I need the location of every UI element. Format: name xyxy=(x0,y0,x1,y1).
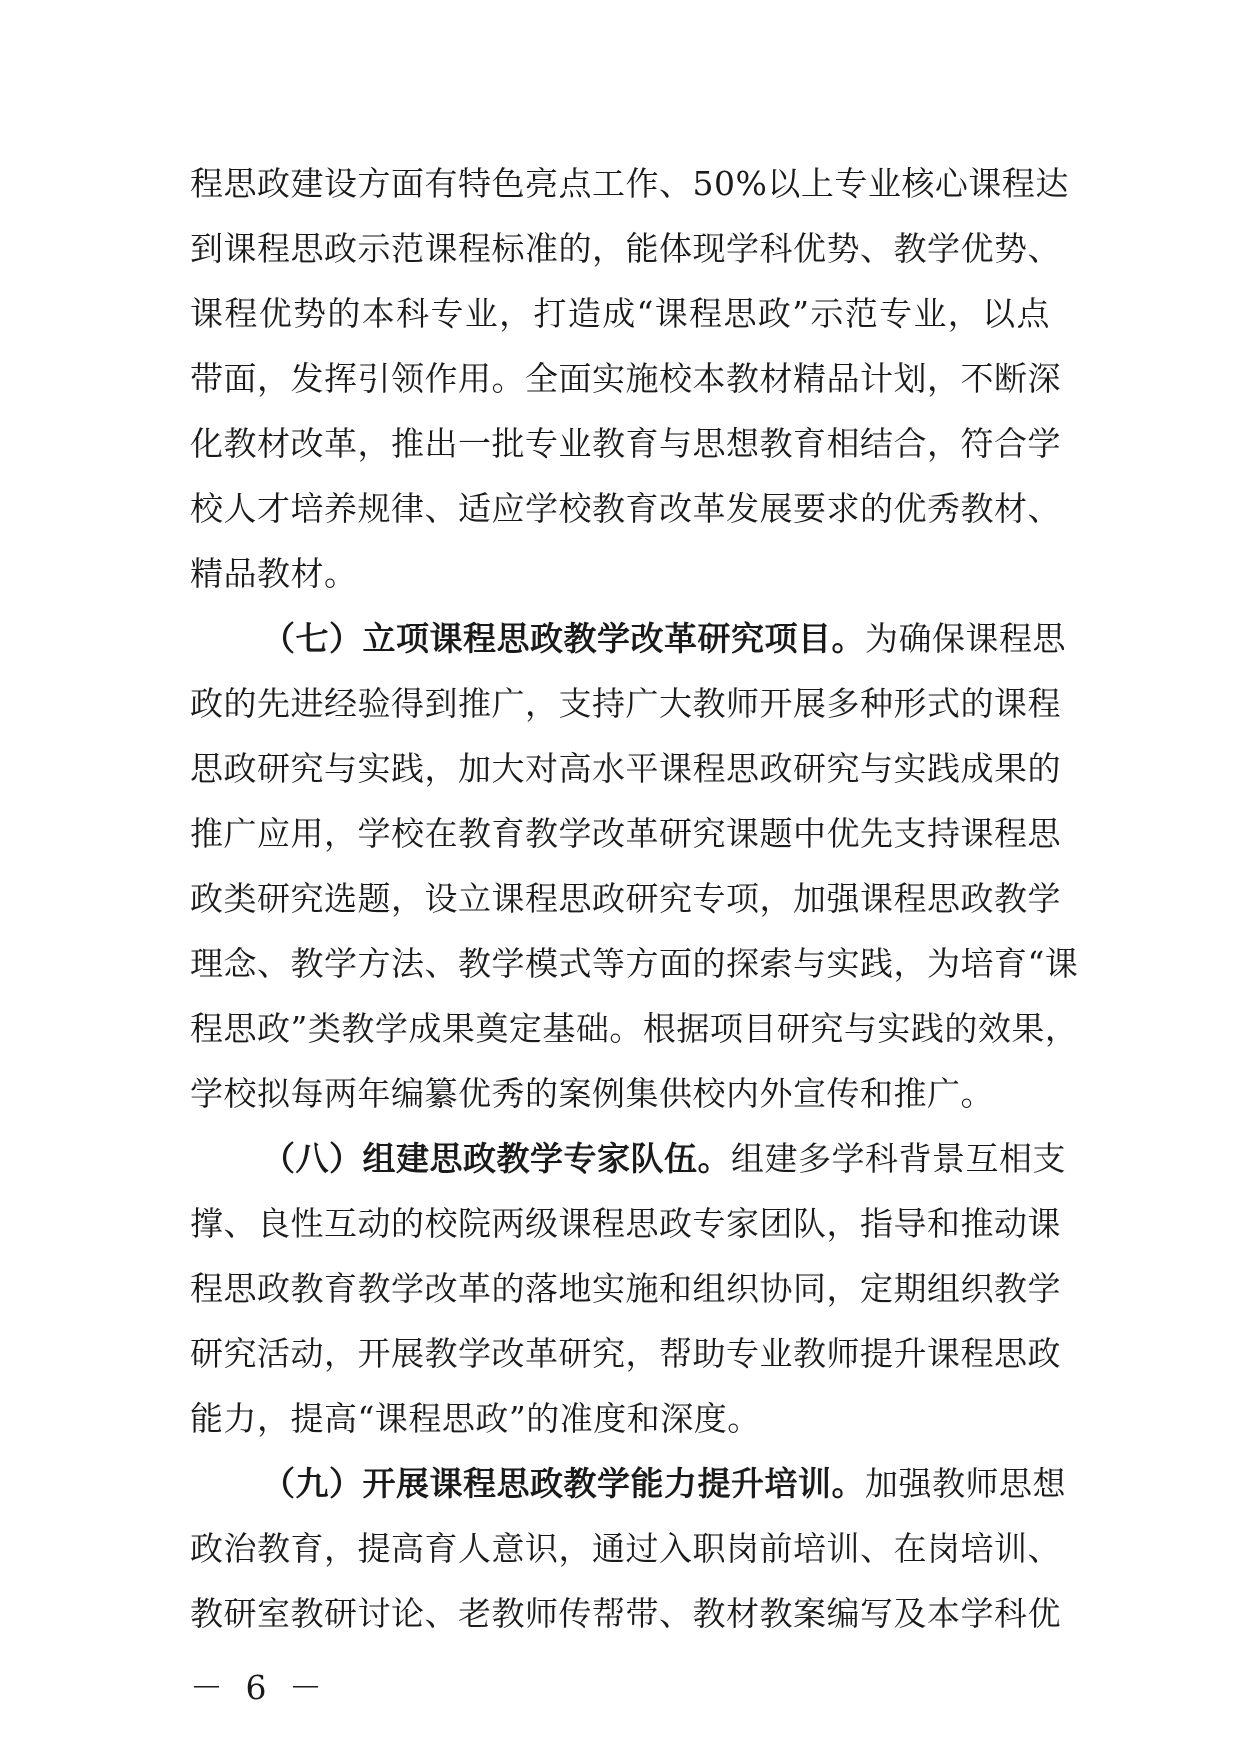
body-text-line: 理念、教学方法、教学模式等方面的探索与实践，为培育“课 xyxy=(190,944,1079,983)
body-text-line: 政的先进经验得到推广，支持广大教师开展多种形式的课程 xyxy=(190,684,1061,723)
body-text-line: 教研室教研讨论、老教师传帮带、教材教案编写及本学科优 xyxy=(190,1594,1061,1633)
body-text-line: 带面，发挥引领作用。全面实施校本教材精品计划，不断深 xyxy=(190,359,1061,398)
body-text-line: 课程优势的本科专业，打造成“课程思政”示范专业，以点 xyxy=(190,294,1050,333)
body-text-line: 程思政”类教学成果奠定基础。根据项目研究与实践的效果， xyxy=(190,1009,1079,1048)
body-text-line: 研究活动，开展教学改革研究，帮助专业教师提升课程思政 xyxy=(190,1334,1061,1373)
section-first-line-text: 为确保课程思 xyxy=(865,619,1066,658)
body-text-line: 校人才培养规律、适应学校教育改革发展要求的优秀教材、 xyxy=(190,489,1061,528)
body-text-line: 推广应用，学校在教育教学改革研究课题中优先支持课程思 xyxy=(190,814,1061,853)
page-number: － 6 － xyxy=(190,1668,328,1707)
body-text-line: 撑、良性互动的校院两级课程思政专家团队，指导和推动课 xyxy=(190,1204,1061,1243)
body-text-line: 程思政建设方面有特色亮点工作、50%以上专业核心课程达 xyxy=(190,164,1069,203)
body-text-line: 到课程思政示范课程标准的，能体现学科优势、教学优势、 xyxy=(190,229,1061,268)
body-text-line: 学校拟每两年编纂优秀的案例集供校内外宣传和推广。 xyxy=(190,1074,994,1113)
section-first-line xyxy=(262,1454,1066,1514)
body-text-line: 程思政教育教学改革的落地实施和组织协同，定期组织教学 xyxy=(190,1269,1061,1308)
body-text-line: 思政研究与实践，加大对高水平课程思政研究与实践成果的 xyxy=(190,749,1061,788)
body-text-line: 政类研究选题，设立课程思政研究专项，加强课程思政教学 xyxy=(190,879,1061,918)
section-first-line xyxy=(262,609,1066,669)
body-text-line: 能力，提高“课程思政”的准度和深度。 xyxy=(190,1399,761,1438)
section-first-line xyxy=(262,1129,1066,1189)
body-text-line: 政治教育，提高育人意识，通过入职岗前培训、在岗培训、 xyxy=(190,1529,1061,1568)
body-text-line: 精品教材。 xyxy=(190,554,358,593)
section-heading-8: （八）组建思政教学专家队伍。 xyxy=(262,1139,731,1178)
section-heading-7: （七）立项课程思政教学改革研究项目。 xyxy=(262,619,865,658)
section-heading-9: （九）开展课程思政教学能力提升培训。 xyxy=(262,1464,865,1503)
section-first-line-text: 组建多学科背景互相支 xyxy=(731,1139,1066,1178)
section-first-line-text: 加强教师思想 xyxy=(865,1464,1066,1503)
body-text-line: 化教材改革，推出一批专业教育与思想教育相结合，符合学 xyxy=(190,424,1061,463)
